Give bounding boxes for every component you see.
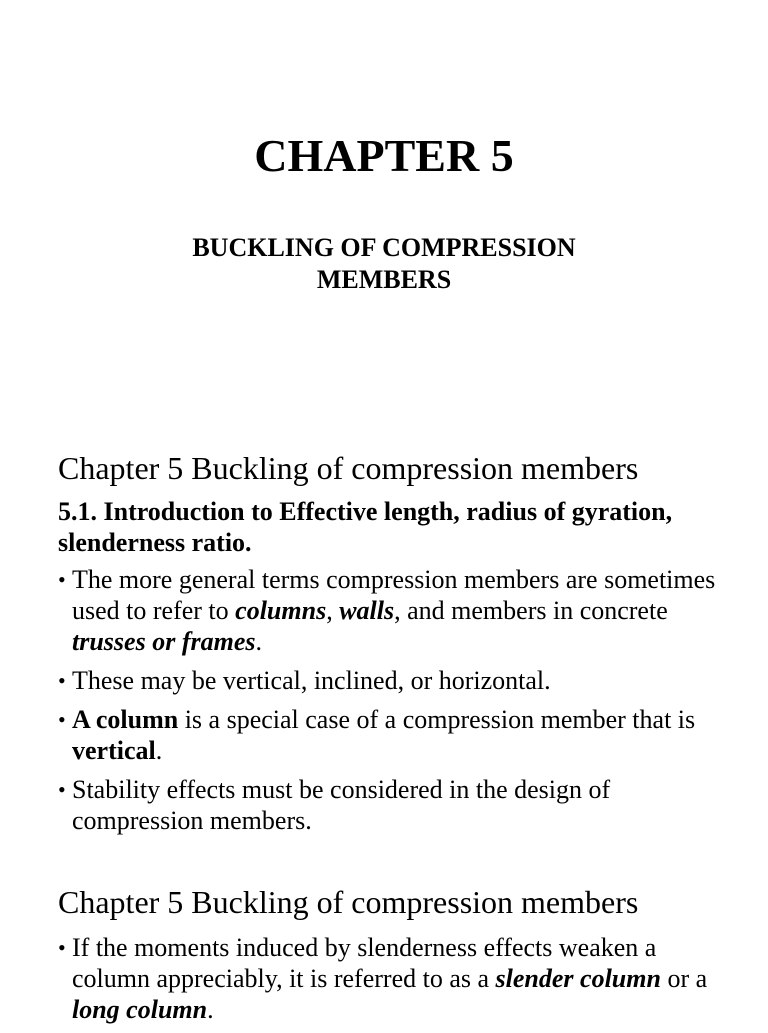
emphasis-slender-column: slender column [495, 964, 661, 993]
slide-heading: Chapter 5 Buckling of compression members [58, 884, 639, 920]
slide-introduction [58, 448, 738, 844]
bullet-text: , and members in concrete [394, 596, 668, 625]
bullet-icon: • [58, 707, 66, 732]
strong-a-column: A column [72, 705, 179, 734]
bullet-text: . [155, 736, 163, 765]
bullet-text: is a special case of a compression member that is [178, 705, 696, 734]
section-heading: 5.1. Introduction to Effective length, radius of gyration, slenderness ratio. [58, 497, 673, 557]
bullet-text: Stability effects must be considered in the design of compression members. [72, 775, 611, 835]
bullet-compression-members [58, 564, 738, 657]
bullet-orientation [58, 665, 738, 696]
chapter-subtitle [120, 232, 648, 296]
bullet-icon: • [58, 567, 66, 592]
title-slide [0, 0, 768, 430]
emphasis-trusses: trusses or frames [72, 627, 256, 656]
emphasis-long-column: long column [72, 995, 208, 1024]
bullet-text: , [326, 596, 340, 625]
slide-slender-columns [58, 882, 738, 1033]
emphasis-columns: columns [235, 596, 327, 625]
bullet-text: or a [660, 964, 708, 993]
bullet-stability [58, 774, 738, 836]
bullet-text: If the moments induced by slenderness effects weaken a column appreciably, it is referred to as a [72, 933, 657, 993]
bullet-icon: • [58, 935, 66, 960]
chapter-title: CHAPTER 5 [254, 130, 514, 181]
bullet-icon: • [58, 777, 66, 802]
subtitle-line-2: MEMBERS [316, 265, 452, 294]
strong-vertical: vertical [72, 736, 156, 765]
bullet-text: The more general terms compression members are sometimes used to refer to [72, 565, 716, 625]
bullet-text: These may be vertical, inclined, or horizontal. [72, 666, 551, 695]
slide-heading: Chapter 5 Buckling of compression members [58, 450, 639, 486]
bullet-column-definition [58, 704, 738, 766]
subtitle-line-1: BUCKLING OF COMPRESSION [192, 233, 576, 262]
emphasis-walls: walls [339, 596, 395, 625]
bullet-text: . [207, 995, 214, 1024]
bullet-icon: • [58, 668, 66, 693]
bullet-text: . [255, 627, 262, 656]
bullet-slender-column [58, 932, 738, 1025]
